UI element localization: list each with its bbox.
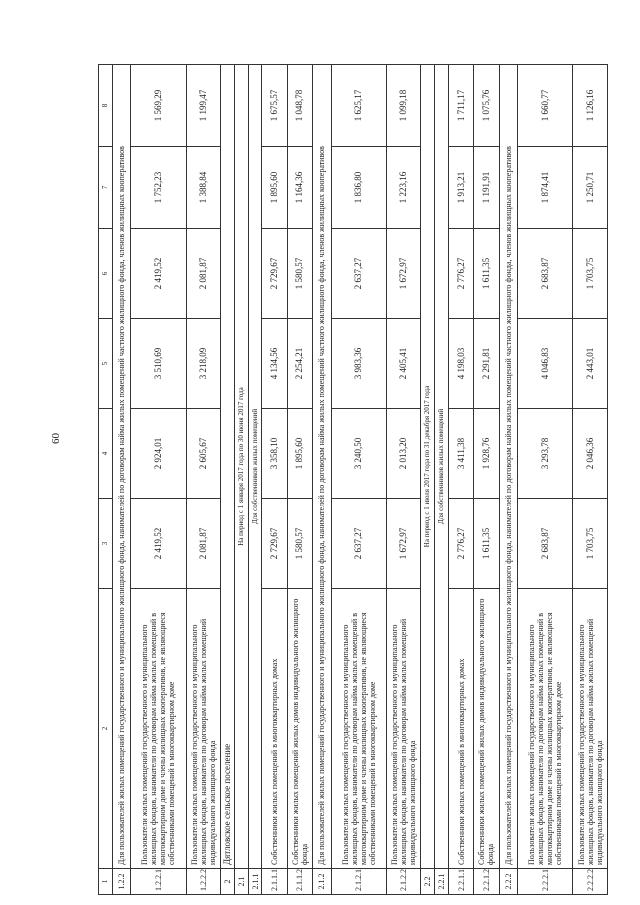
value-cell: 2 443,01	[573, 319, 608, 409]
table-row	[186, 65, 221, 895]
row-description: Собственники жилых помещений в многоквартирных домах	[262, 589, 287, 869]
header-cell: 3	[99, 499, 113, 589]
value-cell: 2 405,41	[386, 319, 421, 409]
header-cell: 8	[99, 65, 113, 147]
row-description: Собственники жилых помещений жилых домов индивидуального жилищного фонда	[474, 589, 499, 869]
table-row	[386, 65, 421, 895]
row-description: Пользователи жилых помещений государственного и муниципального жилищных фондов, наниматели по договорам найма жилых помещений индивидуального жилищного фонда	[386, 589, 421, 869]
value-cell: 2 291,81	[474, 319, 499, 409]
row-code: 2.2.2.1	[518, 869, 573, 895]
row-description: Для собственников жилых помещений	[248, 65, 262, 869]
row-code: 2.1.1.2	[287, 869, 312, 895]
value-cell: 1 913,21	[449, 147, 474, 229]
value-cell: 2 081,87	[186, 499, 221, 589]
value-cell: 1 672,97	[386, 499, 421, 589]
header-cell: 7	[99, 147, 113, 229]
value-cell: 2 013,20	[386, 409, 421, 499]
value-cell: 1 703,75	[573, 229, 608, 319]
value-cell: 3 411,38	[449, 409, 474, 499]
row-code: 1.2.2	[112, 869, 130, 895]
row-code: 2.2.1.2	[474, 869, 499, 895]
table-row	[435, 65, 449, 895]
table-body	[99, 65, 608, 895]
row-description: Для собственников жилых помещений	[435, 65, 449, 869]
row-description: Для пользователей жилых помещений государственного и муниципального жилищного фонда, нанимателей по договорам найма жилых помещений частного жилищного фонда, членов жилищных кооперативов	[112, 65, 130, 869]
value-cell: 1 164,36	[287, 147, 312, 229]
value-cell: 2 729,67	[262, 229, 287, 319]
value-cell: 2 776,27	[449, 229, 474, 319]
table-row	[234, 65, 248, 895]
row-code: 2.1.1.1	[262, 869, 287, 895]
row-description: Пользователи жилых помещений государственного и муниципального жилищных фондов, наниматели по договорам найма жилых помещений индивидуального жилищного фонда	[186, 589, 221, 869]
value-cell: 1 048,78	[287, 65, 312, 147]
value-cell: 4 134,56	[262, 319, 287, 409]
table-row	[331, 65, 386, 895]
value-cell: 1 672,97	[386, 229, 421, 319]
table-row	[421, 65, 435, 895]
row-description: На период с 1 января 2017 года по 30 июня 2017 года	[234, 65, 248, 869]
value-cell: 1 075,76	[474, 65, 499, 147]
value-cell: 2 605,67	[186, 409, 221, 499]
row-description: Пользователи жилых помещений государственного и муниципального жилищных фондов, наниматели по договорам найма жилых помещений индивидуального жилищного фонда	[573, 589, 608, 869]
header-cell: 5	[99, 319, 113, 409]
value-cell: 3 293,78	[518, 409, 573, 499]
table-row	[131, 65, 186, 895]
value-cell: 1 611,35	[474, 499, 499, 589]
value-cell: 1 895,60	[287, 409, 312, 499]
value-cell: 2 924,01	[131, 409, 186, 499]
value-cell: 1 099,18	[386, 65, 421, 147]
value-cell: 2 081,87	[186, 229, 221, 319]
row-code: 1.2.2.1	[131, 869, 186, 895]
table-row	[221, 65, 235, 895]
value-cell: 1 223,16	[386, 147, 421, 229]
row-description: Пользователи жилых помещений государственного и муниципального жилищных фондов, наниматели по договорам найма жилых помещений в многоквартирном доме и члены жилищных кооперативов, не являющиеся собственниками помещений в многоквартирном доме	[131, 589, 186, 869]
row-description: Дятловское сельское поселение	[221, 65, 235, 869]
row-description: На период с 1 июля 2017 года по 31 декабря 2017 года	[421, 65, 435, 869]
value-cell: 1 126,16	[573, 65, 608, 147]
value-cell: 1 580,57	[287, 499, 312, 589]
row-code: 2.1.1	[248, 869, 262, 895]
rotated-table-container	[98, 65, 608, 895]
table-row	[499, 65, 517, 895]
table-row	[313, 65, 331, 895]
tariff-table	[98, 64, 608, 895]
header-row	[99, 65, 113, 895]
row-description: Для пользователей жилых помещений государственного и муниципального жилищного фонда, нанимателей по договорам найма жилых помещений частного жилищного фонда, членов жилищных кооперативов	[313, 65, 331, 869]
value-cell: 4 046,83	[518, 319, 573, 409]
row-code: 2.1.2	[313, 869, 331, 895]
table-row	[112, 65, 130, 895]
header-cell: 2	[99, 589, 113, 869]
value-cell: 1 660,77	[518, 65, 573, 147]
row-code: 2	[221, 869, 235, 895]
header-cell: 6	[99, 229, 113, 319]
value-cell: 2 419,52	[131, 499, 186, 589]
value-cell: 1 836,80	[331, 147, 386, 229]
table-row	[248, 65, 262, 895]
value-cell: 1 191,91	[474, 147, 499, 229]
value-cell: 1 580,57	[287, 229, 312, 319]
value-cell: 2 419,52	[131, 229, 186, 319]
value-cell: 2 637,27	[331, 499, 386, 589]
row-description: Для пользователей жилых помещений государственного и муниципального жилищного фонда, нанимателей по договорам найма жилых помещений частного жилищного фонда, членов жилищных кооперативов	[499, 65, 517, 869]
row-description: Пользователи жилых помещений государственного и муниципального жилищных фондов, наниматели по договорам найма жилых помещений в многоквартирном доме и члены жилищных кооперативов, не являющиеся собственниками помещений в многоквартирном доме	[518, 589, 573, 869]
value-cell: 1 250,71	[573, 147, 608, 229]
row-code: 2.2.2.2	[573, 869, 608, 895]
row-code: 2.1	[234, 869, 248, 895]
value-cell: 1 752,23	[131, 147, 186, 229]
value-cell: 1 895,60	[262, 147, 287, 229]
value-cell: 1 928,76	[474, 409, 499, 499]
value-cell: 1 675,57	[262, 65, 287, 147]
row-code: 2.2	[421, 869, 435, 895]
value-cell: 1 388,84	[186, 147, 221, 229]
value-cell: 3 218,09	[186, 319, 221, 409]
value-cell: 3 240,50	[331, 409, 386, 499]
header-cell: 1	[99, 869, 113, 895]
value-cell: 2 254,21	[287, 319, 312, 409]
row-description: Собственники жилых помещений в многоквартирных домах	[449, 589, 474, 869]
row-code: 1.2.2.2	[186, 869, 221, 895]
table-row	[518, 65, 573, 895]
table-row	[573, 65, 608, 895]
value-cell: 2 683,87	[518, 499, 573, 589]
header-cell: 4	[99, 409, 113, 499]
row-code: 2.2.1	[435, 869, 449, 895]
value-cell: 1 611,35	[474, 229, 499, 319]
page-number: 60	[50, 433, 62, 444]
value-cell: 1 199,47	[186, 65, 221, 147]
row-code: 2.1.2.1	[331, 869, 386, 895]
row-description: Пользователи жилых помещений государственного и муниципального жилищных фондов, наниматели по договорам найма жилых помещений в многоквартирном доме и члены жилищных кооперативов, не являющиеся собственниками помещений в многоквартирном доме	[331, 589, 386, 869]
row-code: 2.1.2.2	[386, 869, 421, 895]
value-cell: 2 637,27	[331, 229, 386, 319]
value-cell: 2 776,27	[449, 499, 474, 589]
value-cell: 2 683,87	[518, 229, 573, 319]
value-cell: 3 358,10	[262, 409, 287, 499]
value-cell: 4 198,03	[449, 319, 474, 409]
row-code: 2.2.2	[499, 869, 517, 895]
table-row	[474, 65, 499, 895]
row-description: Собственники жилых помещений жилых домов индивидуального жилищного фонда	[287, 589, 312, 869]
row-code: 2.2.1.1	[449, 869, 474, 895]
value-cell: 3 510,69	[131, 319, 186, 409]
value-cell: 2 729,67	[262, 499, 287, 589]
value-cell: 1 625,17	[331, 65, 386, 147]
value-cell: 2 046,36	[573, 409, 608, 499]
value-cell: 1 874,41	[518, 147, 573, 229]
value-cell: 1 569,29	[131, 65, 186, 147]
table-row	[449, 65, 474, 895]
table-row	[262, 65, 287, 895]
value-cell: 1 703,75	[573, 499, 608, 589]
table-row	[287, 65, 312, 895]
value-cell: 3 983,36	[331, 319, 386, 409]
value-cell: 1 711,17	[449, 65, 474, 147]
